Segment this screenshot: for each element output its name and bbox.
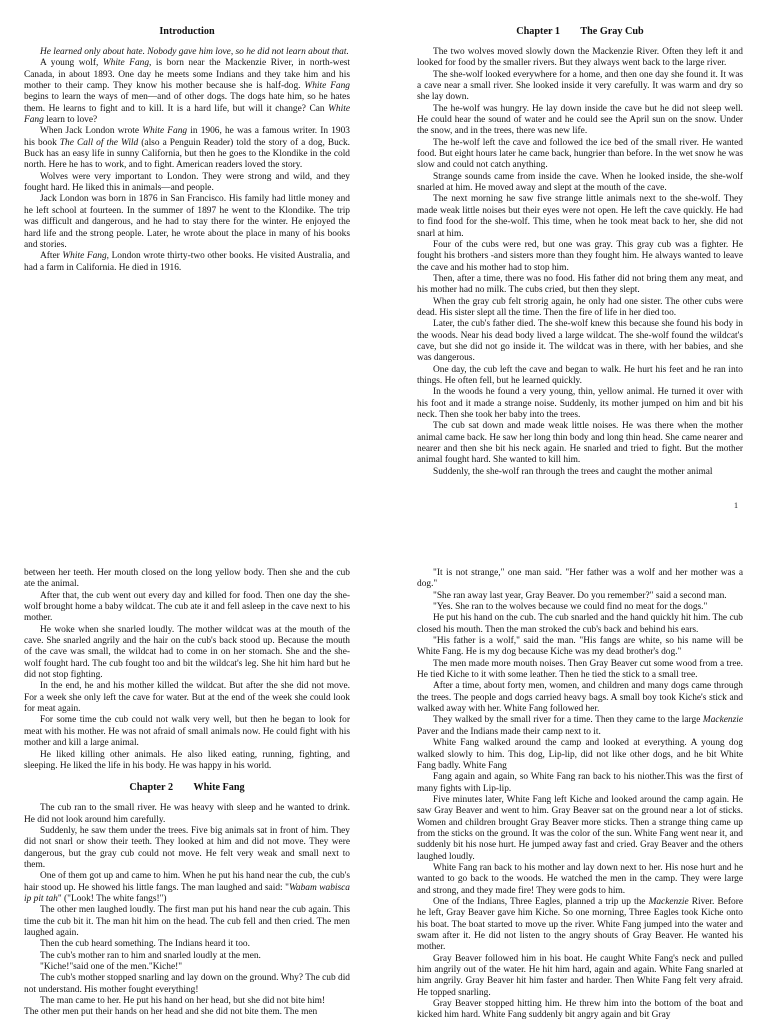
paragraph: One day, the cub left the cave and began to walk. He hurt his feet and he ran into things. He often fell, but he learned quickly. <box>417 364 743 386</box>
paragraph: One of the Indians, Three Eagles, planned a trip up the Mackenzie River. Before he left, Gray Beaver gave him Kiche. So one morning, Three Eagles took Kiche onto his boat. The boat started to move up the river. White Fang jumped into the water and swam after it. He did not listen to the angry shouts of Gray Beaver. He wanted his mother. <box>417 896 744 953</box>
paragraph: For some time the cub could not walk very well, but then he began to look for meat with his mother. He was not afraid of small animals now. He could fight with his mother and kill a large animal. <box>24 715 350 749</box>
paragraph: Later, the cub's father died. The she-wolf knew this because she found his body in the woods. Near his dead body lived a large wildcat. The she-wolf found the wildcat's cave, but she did not go inside it. The wildcat was in there, with her babies, and she was dangerous. <box>417 319 743 364</box>
paragraph: He learned only about hate. Nobody gave him love, so he did not learn about that. <box>40 47 349 57</box>
page-1-left-column <box>24 26 350 274</box>
paragraph: The man came to her. He put his hand on her head, but she did not bite him! <box>40 996 326 1007</box>
page-1-right-column <box>417 26 743 478</box>
paragraph: "It is not strange," one man said. "Her father was a wolf and her mother was a dog." <box>417 568 743 590</box>
paragraph: In the woods he found a very young, thin, yellow animal. He turned it over with his foot and it made a strange noise. Suddenly, its mother jumped on him and bit his neck. Then she took her baby into the trees. <box>417 387 743 420</box>
paragraph: White Fang ran back to his mother and lay down next to her. His nose hurt and he wanted to go back to the woods. He watched the men in the camp. They were large and strong, and they made fire! They were gods to him. <box>417 862 743 896</box>
paragraph: Jack London was born in 1876 in San Francisco. His family had little money and he left school at fourteen. In the summer of 1897 he went to the Klondike. The trip was difficult and dangerous, and he had to stay there for the winter. He enjoyed the hard life and the strong people. Later, he wrote about the place in many of his books and stories. <box>24 194 350 250</box>
paragraph: The other men put their hands on her head and she did not bite them. The men <box>24 1007 318 1018</box>
paragraph: The she-wolf looked everywhere for a home, and then one day she found it. It was a cave near a small river. She looked inside it very carefully. It was warm and dry so she lay down. <box>417 69 743 103</box>
chapter-1-heading: Chapter 1 The Gray Cub <box>516 26 644 37</box>
paragraph: "Yes. She ran to the wolves because we could find no meat for the dogs." <box>433 602 708 613</box>
paragraph: "His father is a wolf," said the man. "His fangs are white, so his name will be White Fang. He is my dog because Kiche was my dead brother's dog." <box>417 636 743 658</box>
paragraph: He woke when she snarled loudly. The mother wildcat was at the mouth of the cave. She snarled angrily and the hair on the cub's back stood up. Because the mouth of the cave was small, the wildcat had to come in on her stomach. She and the she-wolf fought hard. The cub fought too and bit the wildcat's leg. She hit him hard but he did not stop fighting. <box>24 624 350 681</box>
paragraph: When Jack London wrote White Fang in 1906, he was a famous writer. In 1903 his book The Call of the Wild (also a Penguin Reader) told the story of a dog, Buck. Buck has an easy life in sunny California, but then he goes to the Klondike in the cold north. Here he has to work, and to fight. American readers loved the story. <box>24 126 350 171</box>
paragraph: Suddenly, he saw them under the trees. Five big animals sat in front of him. They did not snarl or show their teeth. They looked at him and did not move. They were dangerous, but the gray cub could not move. He felt very weak and small next to them. <box>24 825 350 870</box>
paragraph: The cub's mother stopped snarling and lay down on the ground. Why? The cub did not understand. His mother fought everything! <box>24 973 350 995</box>
paragraph: The he-wolf was hungry. He lay down inside the cave but he did not sleep well. He could hear the sound of water and he could see the April sun on the snow. Under the snow, and in the trees, there was new life. <box>417 103 743 137</box>
paragraph: Suddenly, the she-wolf ran through the trees and caught the mother animal <box>433 466 713 477</box>
page-2-right-column <box>417 568 743 1022</box>
paragraph: The next morning he saw five strange little animals next to the she-wolf. They made weak little noises but their eyes were not open. He left the cave quickly. He had to find food for the she-wolf. This time, when he took meat back to her, she did not snarl at him. <box>417 194 743 239</box>
paragraph: After White Fang, London wrote thirty-two other books. He visited Australia, and had a farm in California. He died in 1916. <box>24 251 350 273</box>
chapter-2-continued-body <box>417 568 743 1022</box>
paragraph: After a time, about forty men, women, and children and many dogs came through the trees. The people and dogs carried heavy bags. A small boy took Kiche's stick and walked away with her. White Fang followed her. <box>417 681 743 715</box>
page-2-left-column <box>24 568 350 1019</box>
paragraph: Then, after a time, there was no food. His father did not bring them any meat, and his mother had no milk. The cubs cried, but then they slept. <box>417 273 743 296</box>
paragraph: Four of the cubs were red, but one was gray. This gray cub was a fighter. He fought his brothers -and sisters more than they fought him. He always wanted to leave the cave and his mother had to stop him. <box>417 239 743 273</box>
paragraph: "She ran away last year, Gray Beaver. Do you remember?" said a second man. <box>433 590 727 601</box>
paragraph: White Fang walked around the camp and looked at everything. A young dog walked slowly to him. This dog, Lip-lip, did not like other dogs, and he bit White Fang badly. White Fang <box>417 738 743 771</box>
paragraph: Gray Beaver stopped hitting him. He threw him into the bottom of the boat and kicked him hard. White Fang suddenly bit angry again and bit Gray <box>417 999 743 1021</box>
paragraph: Fang again and again, so White Fang ran back to his niother.This was the first of many fights with Lip-lip. <box>417 772 743 794</box>
paragraph: The men made more mouth noises. Then Gray Beaver cut some wood from a tree. He tied Kiche to it with some leather. Then he tied the stick to a small tree. <box>417 658 743 681</box>
paragraph: After that, the cub went out every day and killed for food. Then one day the she-wolf brought home a baby wildcat. The cub ate it and fell asleep in the cave next to his mother. <box>24 590 350 624</box>
paragraph: He put his hand on the cub. The cub snarled and the hand quickly hit him. The cub closed his mouth. Then the man stroked the cub's back and behind his ears. <box>417 613 743 635</box>
chapter-2-body <box>24 803 350 1019</box>
paragraph: The he-wolf left the cave and followed the ice bed of the small river. He wanted food. But eight hours later he came back, hungrier than before. In the wet snow he was slow and could not catch anything. <box>417 137 743 171</box>
paragraph: He liked killing other animals. He also liked eating, running, fighting, and sleeping. He liked the life in his body. He was happy in his world. <box>24 749 350 771</box>
chapter-1-body <box>417 47 743 478</box>
paragraph: In the end, he and his mother killed the wildcat. But after the she did not move. For a week she only left the cave for water. But at the end of the week she could look for meat again. <box>24 681 350 715</box>
paragraph: between her teeth. Her mouth closed on the long yellow body. Then she and the cub ate the animal. <box>24 568 350 590</box>
paragraph: When the gray cub felt strorig again, he only had one sister. The other cubs were dead. His sister slept all the time. Then the fire of life in her died too. <box>417 296 743 318</box>
page-number: 1 <box>734 501 738 510</box>
paragraph: One of them got up and came to him. When he put his hand near the cub, the cub's hair stood up. He showed his little fangs. The man laughed and said: "Wabam wabisca ip pit tah" ("Look! The white fangs!") <box>24 871 350 904</box>
paragraph: A young wolf, White Fang, is born near the Mackenzie River, in north-west Canada, in about 1893. One day he meets some Indians and they take him and his mother to their camp. They know his mother because she is half-dog. White Fang begins to learn the ways of men—and of other dogs. The dogs hate him, so he hates them. He learns to fight and to kill. It is a hard life, but will it change? Can White Fang learn to love? <box>24 58 350 126</box>
paragraph: The other men laughed loudly. The first man put his hand near the cub again. This time the cub bit it. The man hit him on the head. The cub fell and then cried. The men laughed again. <box>24 905 350 938</box>
paragraph: Strange sounds came from inside the cave. When he looked inside, the she-wolf snarled at him. He moved away and slept at the mouth of the cave. <box>417 171 743 194</box>
paragraph: Five minutes later, White Fang left Kiche and looked around the camp again. He saw Gray Beaver and went to him. Gray Beaver sat on the ground near a lot of sticks. Women and children brought Gray Beaver more sticks. Then a strange thing came up from the sticks on the ground. It was the color of the sun. White Fang went near it, and suddenly bit his nose hurt. He jumped away fast and cried. Gray Beaver and the others laughed loudly. <box>417 794 743 862</box>
paragraph: Then the cub heard something. The Indians heard it too. <box>40 939 250 950</box>
introduction-heading: Introduction <box>159 26 215 37</box>
paragraph: The two wolves moved slowly down the Mackenzie River. Often they left it and looked for food by the smaller rivers. But they always went back to the large river. <box>417 47 743 69</box>
paragraph: The cub's mother ran to him and snarled loudly at the men. <box>40 950 261 961</box>
paragraph: The cub sat down and made weak little noises. He was there when the mother animal came back. He saw her long thin body and long thin head. She came nearer and nearer and then she bit his neck again. He snarled and tried to fight. But the mother animal fought hard. She wanted to kill him. <box>417 421 743 466</box>
paragraph: They walked by the small river for a time. Then they came to the large Mackenzie Paver and the Indians made their camp next to it. <box>417 715 743 737</box>
chapter-1-continued-body <box>24 568 350 772</box>
paragraph: "Kiche!"said one of the men."Kiche!" <box>40 962 183 972</box>
paragraph: Wolves were very important to London. They were strong and wild, and they fought hard. He liked this in animals—and people. <box>24 171 350 194</box>
chapter-2-heading: Chapter 2 White Fang <box>129 782 245 794</box>
paragraph: Gray Beaver followed him in his boat. He caught White Fang's neck and pulled him angrily out of the water. He hit him hard, again and again. White Fang snarled at him angrily. Gray Beaver hit him faster and harder. Then White Fang felt very afraid. He topped snarling. <box>417 953 743 998</box>
introduction-body <box>24 47 350 274</box>
page-gap <box>0 520 768 560</box>
paragraph: The cub ran to the small river. He was heavy with sleep and he wanted to drink. He did not look around him carefully. <box>24 803 350 825</box>
